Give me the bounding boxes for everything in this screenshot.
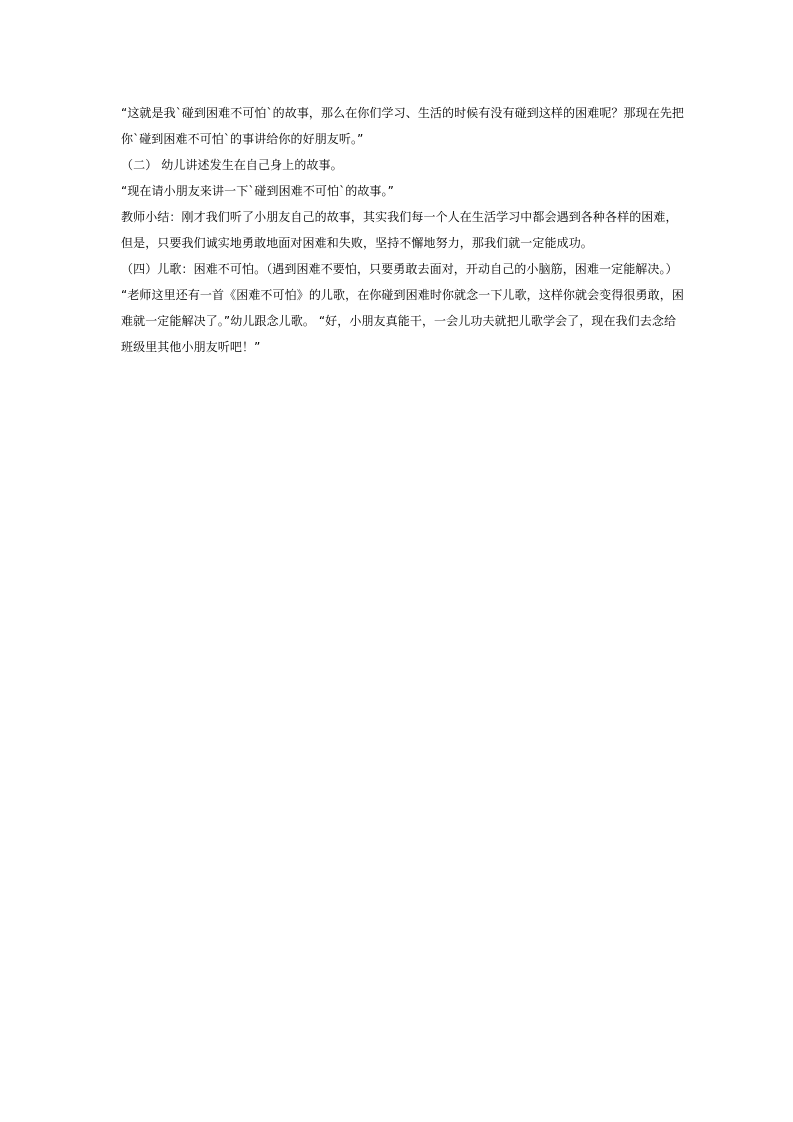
text-line: 你`碰到困难不可怕`的事讲给你的好朋友听。” [121, 132, 364, 146]
text-line: “现在请小朋友来讲一下`碰到困难不可怕`的故事。” [121, 184, 394, 198]
section-heading: （二） 幼儿讲述发生在自己身上的故事。 [121, 158, 343, 172]
text-line: 教师小结：刚才我们听了小朋友自己的故事，其实我们每一个人在生活学习中都会遇到各种各样的困难， [121, 210, 678, 224]
text-line: 难就一定能解决了。”幼儿跟念儿歌。 “好，小朋友真能干，一会儿功夫就把儿歌学会了，现在我们去念给 [121, 314, 677, 328]
text-line: “老师这里还有一首《困难不可怕》的儿歌，在你碰到困难时你就念一下儿歌，这样你就会变得很勇敢，困 [121, 288, 684, 302]
text-line: 班级里其他小朋友听吧！” [121, 340, 261, 354]
section-heading: （四）儿歌：困难不可怕。（遇到困难不要怕，只要勇敢去面对，开动自己的小脑筋，困难一定能解决。） [121, 262, 678, 276]
text-line: 但是，只要我们诚实地勇敢地面对困难和失败，坚持不懈地努力，那我们就一定能成功。 [121, 236, 593, 250]
document-body [121, 100, 685, 360]
text-line: “这就是我`碰到困难不可怕`的故事，那么在你们学习、生活的时候有没有碰到这样的困难呢？那现在先把 [121, 106, 685, 120]
